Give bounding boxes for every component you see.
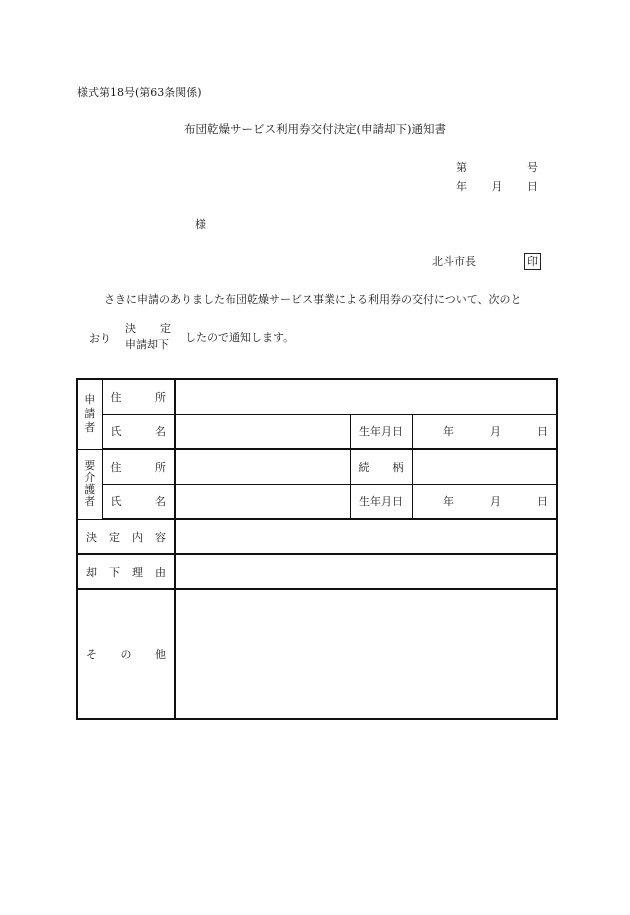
decision-content-label (77, 519, 175, 554)
other-label-2: の (120, 648, 132, 661)
care-label-4: 者 (84, 495, 96, 508)
applicant-address-label-1: 住 (110, 390, 122, 404)
applicant-birthdate-text: 生年月日 (359, 425, 403, 439)
care-address-label (102, 449, 175, 484)
care-relation-label-2: 柄 (392, 460, 404, 474)
other-label (77, 589, 175, 719)
care-birthdate-field[interactable] (412, 484, 557, 519)
care-recipient-group-label (77, 449, 102, 519)
doc-date-day: 日 (527, 180, 538, 193)
care-name-label-2: 名 (155, 495, 166, 509)
care-birthdate-label (350, 484, 412, 519)
decision-label-1: 決 (86, 530, 97, 544)
care-name-label-1: 氏 (110, 495, 122, 509)
care-label-2: 介 (84, 471, 96, 484)
applicant-birthdate-label (350, 414, 412, 449)
reject-label-4: 由 (155, 565, 166, 579)
care-label-1: 要 (84, 459, 96, 472)
applicant-address-label-2: 所 (155, 390, 166, 404)
applicant-address-field[interactable] (175, 379, 557, 414)
care-birth-year: 年 (443, 495, 455, 509)
choice-decision-2: 定 (160, 322, 171, 335)
body-line-2-prefix: おり (89, 332, 111, 345)
recipient-honorific: 様 (195, 218, 206, 231)
care-name-field[interactable] (175, 484, 350, 519)
other-field[interactable] (175, 589, 557, 719)
applicant-name-label-2: 名 (155, 425, 166, 439)
decision-content-field[interactable] (175, 519, 557, 554)
doc-number-dai: 第 (456, 161, 467, 174)
doc-date-month: 月 (491, 180, 503, 193)
rejection-reason-label (77, 554, 175, 589)
applicant-label-1: 申 (84, 393, 96, 407)
seal-box (524, 253, 541, 270)
form-number: 様式第18号(第63条関係) (77, 86, 202, 99)
rejection-reason-field[interactable] (175, 554, 557, 589)
care-relation-label-1: 続 (358, 460, 370, 474)
applicant-name-label-1: 氏 (110, 425, 122, 439)
other-label-3: 他 (155, 648, 166, 661)
document-number (456, 162, 538, 173)
document-title: 布団乾燥サービス利用券交付決定(申請却下)通知書 (184, 122, 446, 136)
care-label-3: 護 (84, 483, 96, 496)
applicant-name-label (102, 414, 175, 449)
choice-decision (125, 323, 171, 334)
care-birth-month: 月 (490, 495, 502, 509)
issuer-name: 北斗市長 (432, 255, 476, 268)
applicant-group-label (77, 379, 102, 449)
reject-label-2: 下 (109, 565, 120, 579)
reject-label-3: 理 (132, 565, 143, 579)
notification-form-table (76, 378, 558, 720)
applicant-birth-year: 年 (443, 425, 455, 439)
other-label-1: そ (86, 648, 97, 661)
applicant-birth-month: 月 (490, 425, 502, 439)
reject-label-1: 却 (86, 565, 97, 579)
care-relation-field[interactable] (412, 449, 557, 484)
care-relation-label (350, 449, 412, 484)
care-birthdate-text: 生年月日 (359, 495, 403, 509)
seal-mark: 印 (524, 253, 541, 270)
body-line-1: さきに申請のありました布団乾燥サービス事業による利用券の交付について、次のと (104, 293, 522, 306)
doc-date-year: 年 (456, 180, 467, 193)
care-address-label-1: 住 (110, 460, 122, 474)
choice-reject: 申請却下 (125, 338, 169, 351)
doc-number-go: 号 (527, 161, 538, 174)
choice-decision-1: 決 (125, 322, 136, 335)
decision-label-4: 容 (155, 530, 166, 544)
care-name-label (102, 484, 175, 519)
care-address-field[interactable] (175, 449, 350, 484)
decision-label-2: 定 (109, 530, 120, 544)
applicant-address-label (102, 379, 175, 414)
body-line-2-suffix: したので通知します。 (185, 331, 295, 344)
applicant-label-2: 請 (84, 407, 96, 421)
applicant-birth-day: 日 (537, 425, 549, 439)
care-address-label-2: 所 (155, 460, 166, 474)
applicant-birthdate-field[interactable] (412, 414, 557, 449)
care-birth-day: 日 (537, 495, 549, 509)
decision-label-3: 内 (132, 530, 143, 544)
applicant-label-3: 者 (84, 421, 96, 435)
applicant-name-field[interactable] (175, 414, 350, 449)
document-date (456, 181, 538, 192)
